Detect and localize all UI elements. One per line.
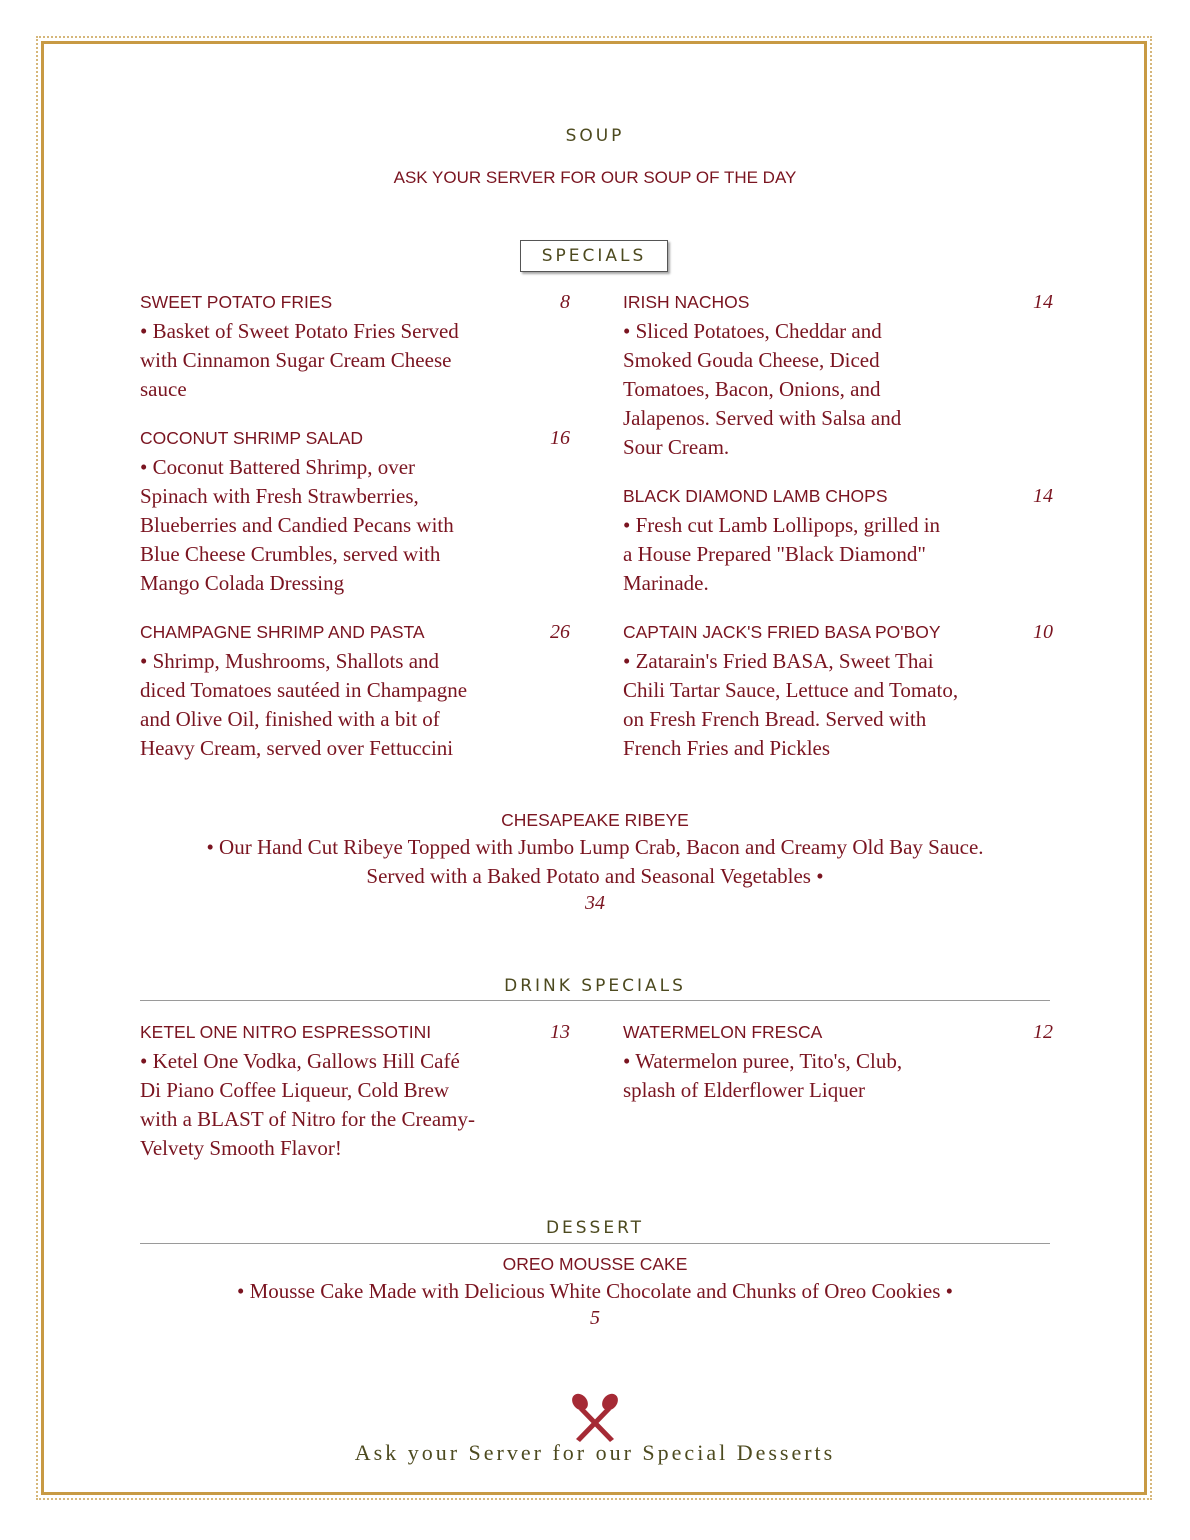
menu-item-captain-jacks-basa-poboy: [623, 618, 1053, 763]
dessert-item-description: • Mousse Cake Made with Delicious White Chocolate and Chunks of Oreo Cookies •: [237, 1279, 953, 1303]
item-description: • Watermelon puree, Tito's, Club, splash of Elderflower Liquer: [623, 1049, 903, 1102]
menu-item-coconut-shrimp-salad: [140, 424, 570, 598]
item-description: • Basket of Sweet Potato Fries Served with Cinnamon Sugar Cream Cheese sauce: [140, 319, 459, 401]
item-name-text: WATERMELON FRESCA: [623, 1022, 823, 1042]
item-description: • Fresh cut Lamb Lollipops, grilled in a House Prepared "Black Diamond" Marinade.: [623, 513, 941, 595]
item-name-text: BLACK DIAMOND LAMB CHOPS: [623, 486, 888, 506]
drink-specials-heading: DRINK SPECIALS: [504, 976, 686, 996]
item-name: [140, 288, 570, 317]
menu-item-sweet-potato-fries: [140, 288, 570, 404]
dessert-heading: DESSERT: [545, 1218, 645, 1238]
item-price: 14: [1033, 291, 1053, 313]
menu-item-irish-nachos: [623, 288, 1053, 462]
item-price: 8: [560, 291, 570, 313]
feature-item-price: 34: [585, 892, 605, 914]
item-name: [140, 424, 570, 453]
feature-item-name: CHESAPEAKE RIBEYE: [501, 810, 689, 830]
item-name: [623, 1018, 1053, 1047]
item-description: • Sliced Potatoes, Cheddar and Smoked Gouda Cheese, Diced Tomatoes, Bacon, Onions, and Jalapenos. Served with Salsa and Sour Cream.: [623, 319, 902, 459]
specials-heading: SPECIALS: [520, 240, 668, 272]
item-price: 13: [550, 1021, 570, 1043]
crossed-spoons-icon: [568, 1392, 622, 1442]
drink-item-watermelon-fresca: [623, 1018, 1053, 1105]
item-name-text: COCONUT SHRIMP SALAD: [140, 428, 364, 448]
item-name: [140, 618, 570, 647]
item-name: [140, 1018, 570, 1047]
item-name-text: SWEET POTATO FRIES: [140, 292, 333, 312]
item-description: • Zatarain's Fried BASA, Sweet Thai Chili Tartar Sauce, Lettuce and Tomato, on Fresh French Bread. Served with French Fries and Pickles: [623, 649, 959, 760]
dessert-item-price: 5: [590, 1307, 600, 1329]
section-divider: [140, 1000, 1050, 1001]
item-price: 26: [550, 621, 570, 643]
item-price: 14: [1033, 485, 1053, 507]
item-description: • Ketel One Vodka, Gallows Hill Café Di Piano Coffee Liqueur, Cold Brew with a BLAST of Nitro for the Creamy-Velvety Smooth Flavor!: [140, 1049, 475, 1160]
item-price: 10: [1033, 621, 1053, 643]
item-description: • Coconut Battered Shrimp, over Spinach with Fresh Strawberries, Blueberries and Candied Pecans with Blue Cheese Crumbles, served with Mango Colada Dressing: [140, 455, 454, 595]
feature-item-description: • Our Hand Cut Ribeye Topped with Jumbo Lump Crab, Bacon and Creamy Old Bay Sauce. Served with a Baked Potato and Seasonal Vegetables •: [206, 835, 984, 888]
item-name: [623, 618, 1053, 647]
item-description: • Shrimp, Mushrooms, Shallots and diced Tomatoes sautéed in Champagne and Olive Oil, finished with a bit of Heavy Cream, served over Fettuccini: [140, 649, 468, 760]
soup-note: ASK YOUR SERVER FOR OUR SOUP OF THE DAY: [393, 168, 797, 187]
section-divider: [140, 1243, 1050, 1244]
item-price: 12: [1033, 1021, 1053, 1043]
dessert-item-name: OREO MOUSSE CAKE: [502, 1254, 688, 1274]
menu-item-black-diamond-lamb-chops: [623, 482, 1053, 598]
item-price: 16: [550, 427, 570, 449]
item-name-text: CHAMPAGNE SHRIMP AND PASTA: [140, 622, 425, 642]
item-name: [623, 482, 1053, 511]
item-name-text: IRISH NACHOS: [623, 292, 750, 312]
drink-item-ketel-one-nitro-espressotini: [140, 1018, 570, 1163]
item-name-text: CAPTAIN JACK'S FRIED BASA PO'BOY: [623, 622, 941, 642]
item-name-text: KETEL ONE NITRO ESPRESSOTINI: [140, 1022, 432, 1042]
dessert-footer-note: Ask your Server for our Special Desserts: [354, 1440, 836, 1465]
soup-heading: SOUP: [565, 126, 625, 146]
item-name: [623, 288, 1053, 317]
menu-item-champagne-shrimp-pasta: [140, 618, 570, 763]
